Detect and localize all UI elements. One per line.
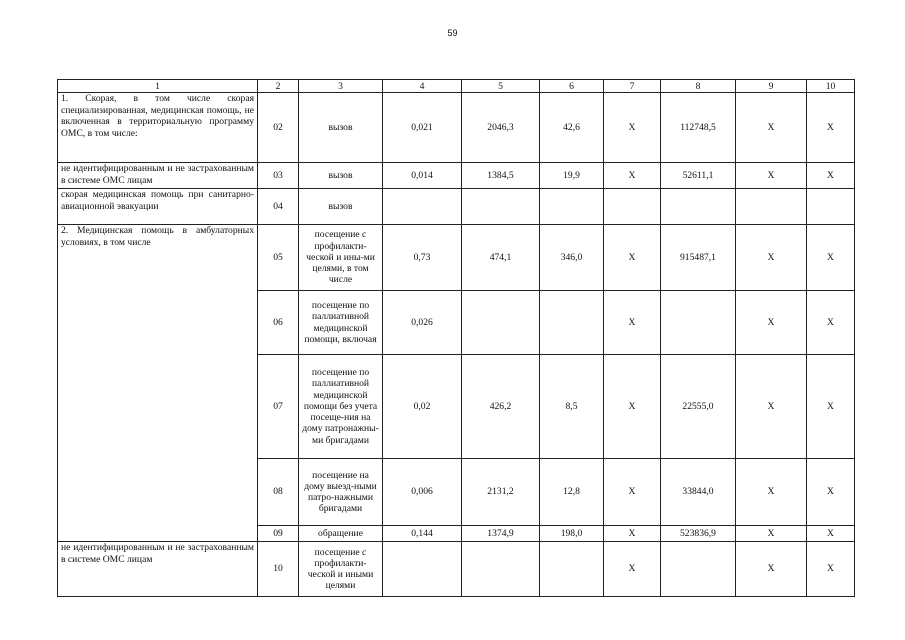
header-cell: 8 — [661, 80, 736, 93]
cell-col9: Х — [736, 355, 807, 459]
row-unit: посещение с профилакти-ческой и ины-ми целями, в том числе — [299, 225, 383, 291]
table-row — [58, 189, 855, 225]
cell-col5: 1374,9 — [462, 526, 540, 542]
cell-col8: 33844,0 — [661, 459, 736, 526]
cell-col7: Х — [604, 291, 661, 355]
cell-col9 — [736, 189, 807, 225]
cell-col10: Х — [807, 459, 855, 526]
cell-col4: 0,144 — [383, 526, 462, 542]
cell-col4: 0,73 — [383, 225, 462, 291]
cell-col8: 52611,1 — [661, 163, 736, 189]
row-unit: посещение по паллиативной медицинской помощи, включая — [299, 291, 383, 355]
cell-col5: 426,2 — [462, 355, 540, 459]
cell-col5: 2131,2 — [462, 459, 540, 526]
cell-col5: 2046,3 — [462, 93, 540, 163]
row-unit: посещение с профилакти-ческой и иными целями — [299, 542, 383, 597]
row-code: 05 — [258, 225, 299, 291]
cell-col8: 112748,5 — [661, 93, 736, 163]
table-row — [58, 163, 855, 189]
cell-col6: 19,9 — [540, 163, 604, 189]
row-code: 09 — [258, 526, 299, 542]
page-number: 59 — [447, 28, 458, 38]
table-row — [58, 225, 855, 291]
cell-col10: Х — [807, 225, 855, 291]
cell-col7: Х — [604, 526, 661, 542]
cell-col9: Х — [736, 225, 807, 291]
cell-col8: 915487,1 — [661, 225, 736, 291]
row-unit: вызов — [299, 93, 383, 163]
row-code: 08 — [258, 459, 299, 526]
cell-col7 — [604, 189, 661, 225]
header-cell: 10 — [807, 80, 855, 93]
cell-col8: 22555,0 — [661, 355, 736, 459]
cell-col10: Х — [807, 526, 855, 542]
cell-col7: Х — [604, 225, 661, 291]
cell-col10: Х — [807, 163, 855, 189]
cell-col6: 198,0 — [540, 526, 604, 542]
row-code: 10 — [258, 542, 299, 597]
cell-col10 — [807, 189, 855, 225]
cell-col7: Х — [604, 355, 661, 459]
row-code: 07 — [258, 355, 299, 459]
cell-col6 — [540, 291, 604, 355]
cell-col4: 0,021 — [383, 93, 462, 163]
cell-col5 — [462, 542, 540, 597]
cell-col4 — [383, 542, 462, 597]
row-unit: обращение — [299, 526, 383, 542]
cell-col9: Х — [736, 291, 807, 355]
cell-col4: 0,014 — [383, 163, 462, 189]
cell-col9: Х — [736, 163, 807, 189]
cell-col10: Х — [807, 291, 855, 355]
cell-col6: 42,6 — [540, 93, 604, 163]
header-cell: 3 — [299, 80, 383, 93]
cell-col4: 0,026 — [383, 291, 462, 355]
row-name: не идентифицированным и не застрахованным в системе ОМС лицам — [58, 542, 258, 597]
header-cell: 7 — [604, 80, 661, 93]
cell-col7: Х — [604, 163, 661, 189]
row-name: не идентифицированным и не застрахованным в системе ОМС лицам — [58, 163, 258, 189]
row-unit: вызов — [299, 163, 383, 189]
cell-col10: Х — [807, 355, 855, 459]
cell-col8: 523836,9 — [661, 526, 736, 542]
row-code: 04 — [258, 189, 299, 225]
budget-table — [57, 79, 855, 597]
cell-col6: 12,8 — [540, 459, 604, 526]
header-cell: 5 — [462, 80, 540, 93]
cell-col4: 0,02 — [383, 355, 462, 459]
table-row — [58, 93, 855, 163]
row-unit: посещение по паллиативной медицинской помощи без учета посеще-ния на дому патронажны-ми бригадами — [299, 355, 383, 459]
row-code: 03 — [258, 163, 299, 189]
header-cell: 1 — [58, 80, 258, 93]
row-code: 06 — [258, 291, 299, 355]
row-code: 02 — [258, 93, 299, 163]
row-name: 2. Медицинская помощь в амбулаторных условиях, в том числе — [58, 225, 258, 542]
table-header-row — [58, 80, 855, 93]
cell-col7: Х — [604, 542, 661, 597]
header-cell: 6 — [540, 80, 604, 93]
table-row — [58, 542, 855, 597]
cell-col6: 8,5 — [540, 355, 604, 459]
row-unit: вызов — [299, 189, 383, 225]
header-cell: 4 — [383, 80, 462, 93]
cell-col5 — [462, 189, 540, 225]
row-name: 1. Скорая, в том числе скорая специализированная, медицинская помощь, не включенная в территориальную программу ОМС, в том числе: — [58, 93, 258, 163]
cell-col4: 0,006 — [383, 459, 462, 526]
cell-col9: Х — [736, 542, 807, 597]
header-cell: 2 — [258, 80, 299, 93]
cell-col9: Х — [736, 526, 807, 542]
cell-col6 — [540, 189, 604, 225]
cell-col5: 1384,5 — [462, 163, 540, 189]
cell-col6: 346,0 — [540, 225, 604, 291]
cell-col7: Х — [604, 93, 661, 163]
cell-col9: Х — [736, 93, 807, 163]
cell-col8 — [661, 291, 736, 355]
cell-col6 — [540, 542, 604, 597]
row-unit: посещение на дому выезд-ными патро-нажными бригадами — [299, 459, 383, 526]
cell-col10: Х — [807, 542, 855, 597]
cell-col8 — [661, 542, 736, 597]
cell-col8 — [661, 189, 736, 225]
cell-col5 — [462, 291, 540, 355]
header-cell: 9 — [736, 80, 807, 93]
cell-col7: Х — [604, 459, 661, 526]
cell-col10: Х — [807, 93, 855, 163]
cell-col9: Х — [736, 459, 807, 526]
row-name: скорая медицинская помощь при санитарно-авиационной эвакуации — [58, 189, 258, 225]
cell-col5: 474,1 — [462, 225, 540, 291]
cell-col4 — [383, 189, 462, 225]
